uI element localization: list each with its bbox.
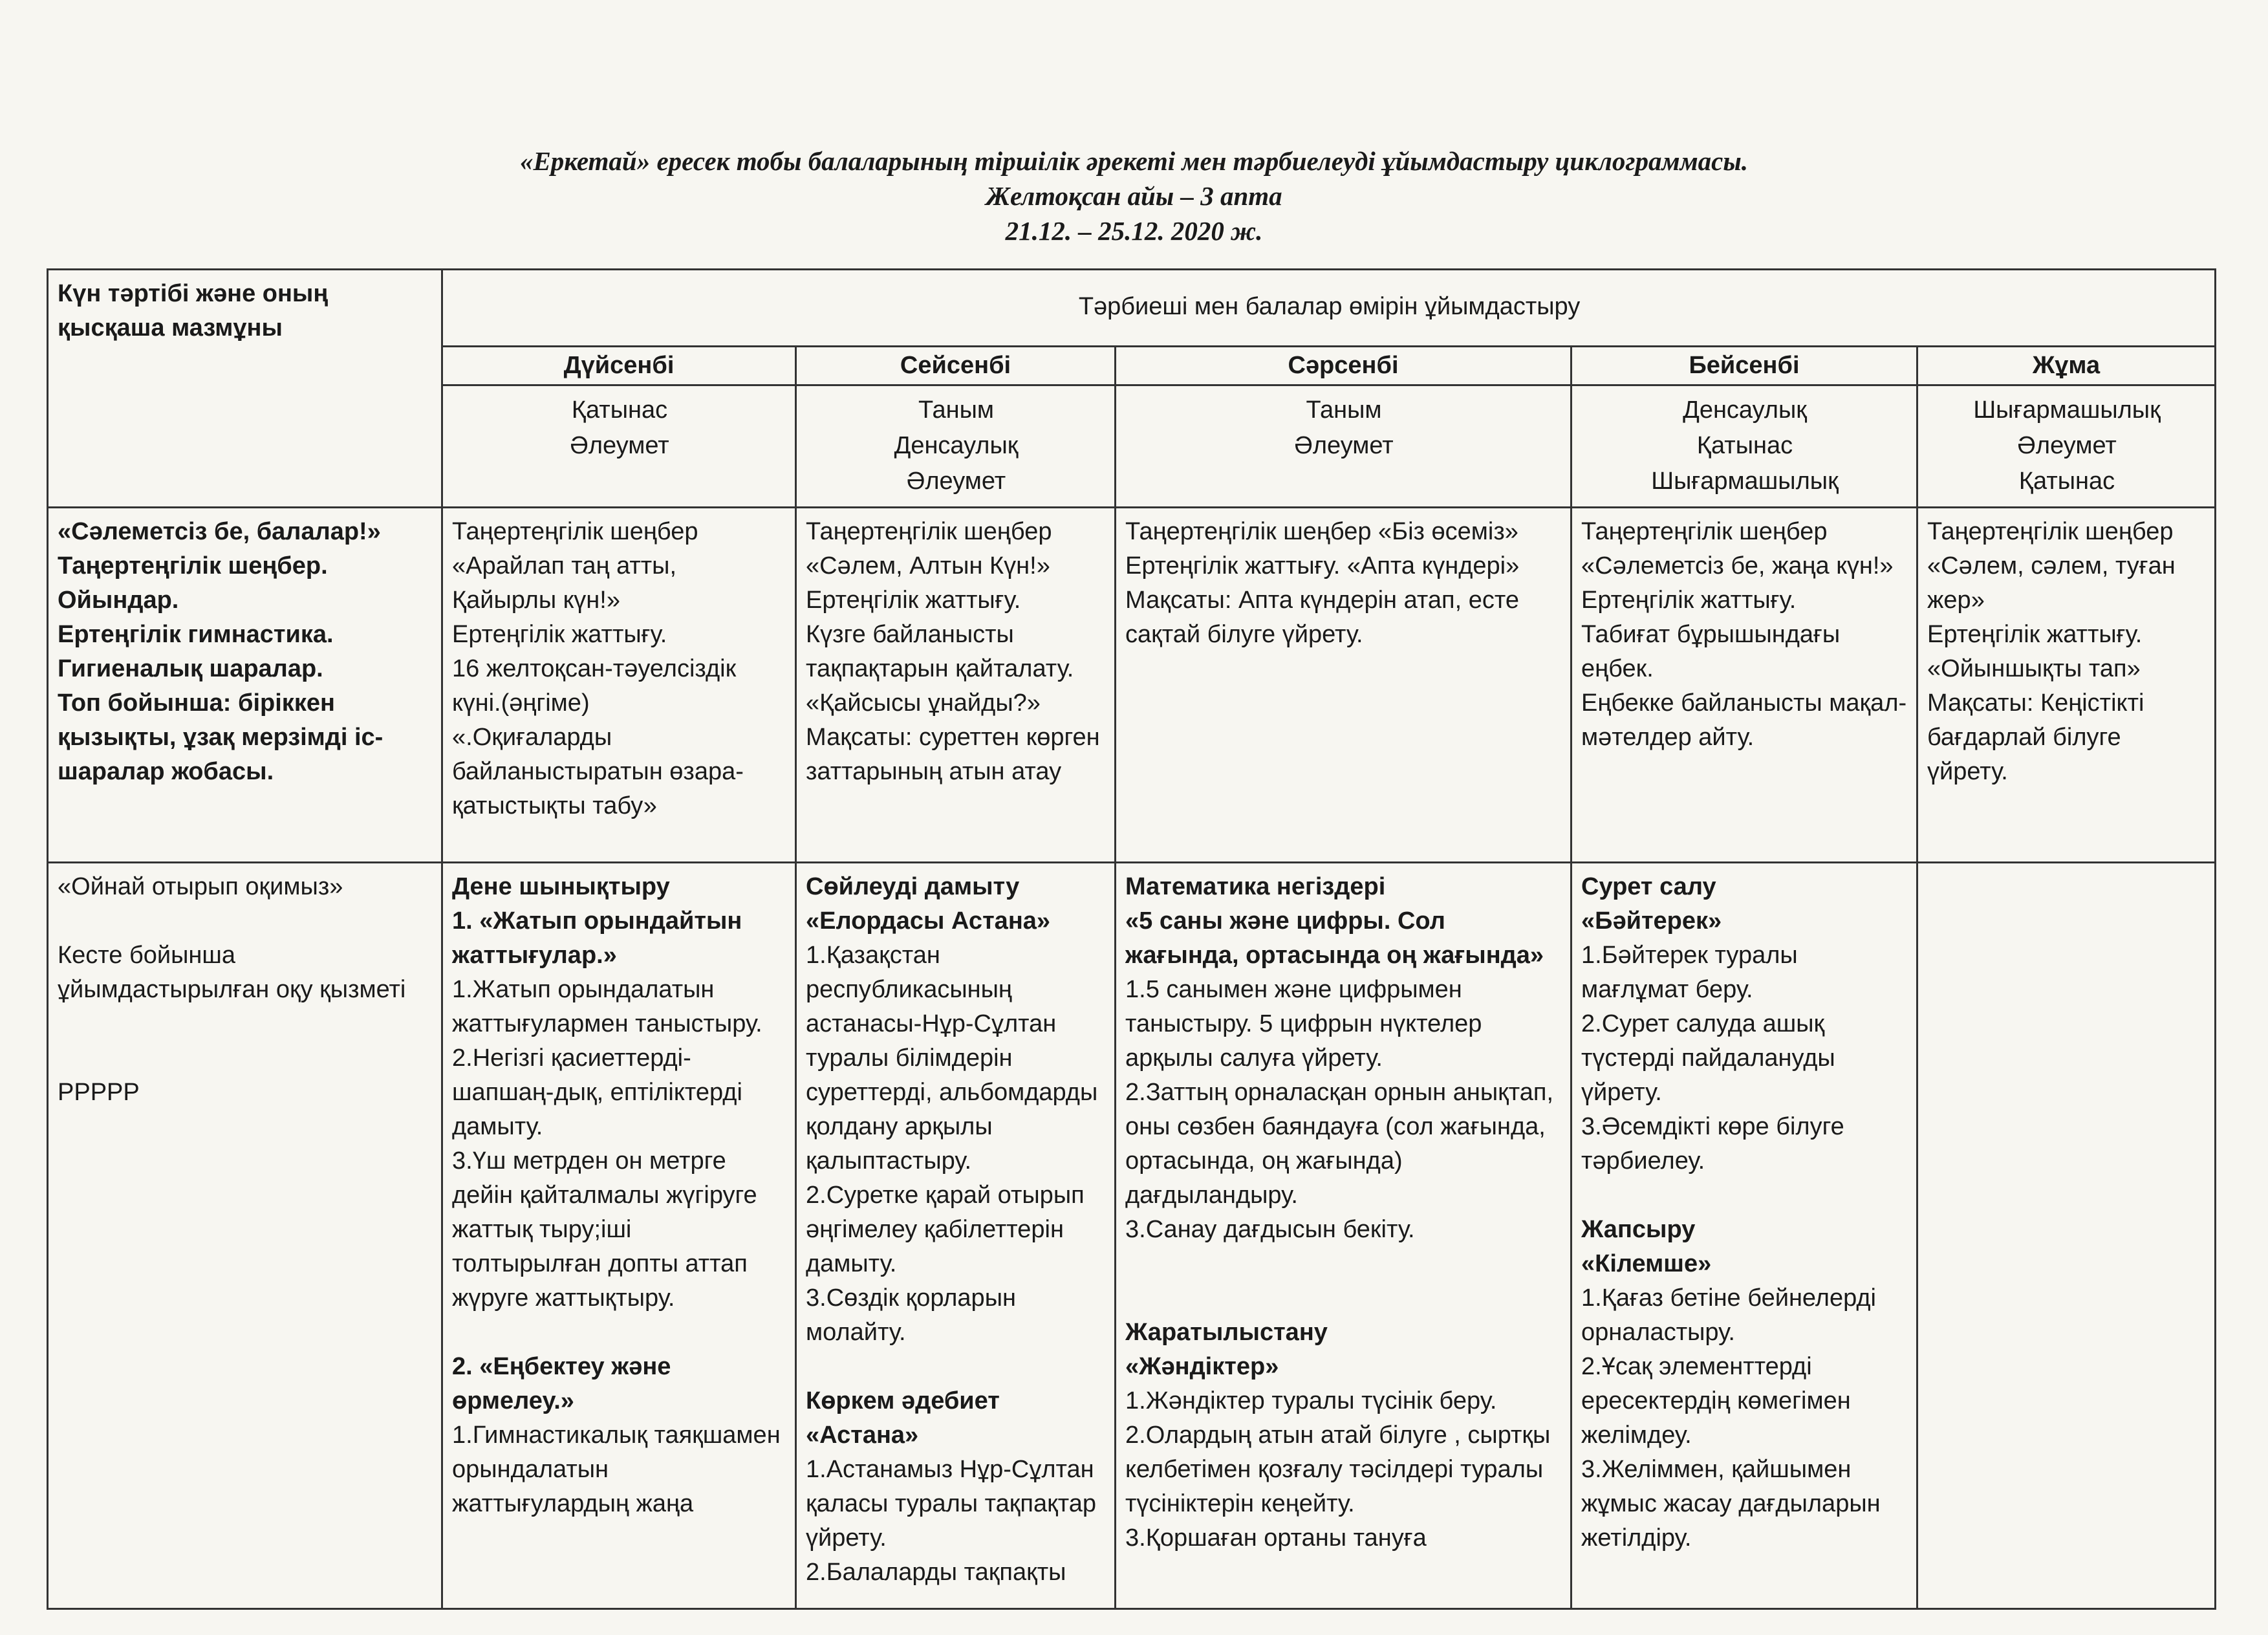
area-item: Қатынас [571,396,668,424]
day-thursday: Бейсенбі [1571,347,1917,385]
areas-thursday [1571,385,1917,508]
morning-tuesday [796,508,1116,863]
area-item: Таным [918,396,995,424]
subject-heading: Көркем әдебиет [806,1387,1000,1414]
subject-heading: Сурет салу [1581,873,1716,900]
topic-heading: 2. «Еңбектеу және өрмелеу.» [452,1353,671,1414]
text-line: 16 желтоқсан-тәуелсіздік күні.(әңгіме) [452,655,737,717]
subject-heading: Жаратылыстану [1125,1319,1328,1346]
cyclogram-table [47,268,2216,1610]
title-line-3: 21.12. – 25.12. 2020 ж. [1005,216,1263,246]
label-line: Топ бойынша: біріккен қызықты, ұзақ мерзімді іс-шаралар жобасы. [58,689,383,785]
area-item: Шығармашылық [1651,468,1839,495]
subject-heading: Дене шынықтыру [452,873,670,900]
area-item: Қатынас [2018,468,2115,495]
study-thursday [1571,863,1917,1609]
label-line: Гигиеналық шаралар. [58,655,323,682]
areas-wednesday [1116,385,1571,508]
text-line: Ертеңгілік жаттығу. «Апта күндері» [1125,552,1520,579]
text-line: 1.Гимнастикалық таяқшамен орындалатын жаттығулардың жаңа [452,1422,781,1517]
study-monday [442,863,796,1609]
area-item: Әлеумет [2017,432,2117,459]
label-line: Кесте бойынша ұйымдастырылған оқу қызметі [58,942,406,1003]
areas-friday [1917,385,2216,508]
text-line: 1.5 санымен және цифрымен таныстыру. 5 цифрын нүктелер арқылы салуға үйрету. [1125,976,1482,1072]
label-line: Ертеңгілік гимнастика. [58,621,334,648]
title-line-1: «Еркетай» ересек тобы балаларының тіршілік әрекеті мен тәрбиелеуді ұйымдастыру циклограммасы. [519,146,1749,176]
topic-heading: «Астана» [806,1422,919,1449]
text-line: «.Оқиғаларды байланыстыратын өзара-қатыстықты табу» [452,724,744,819]
text-line: 3.Үш метрден он метрге дейін қайталмалы жүгіруге жаттық тыру;іші толтырылған допты аттап жүруге жаттықтыру. [452,1147,757,1312]
text-line: 1.Астанамыз Нұр-Сұлтан қаласы туралы тақпақтар үйрету. [806,1456,1096,1552]
text-line: Таңертеңгілік шеңбер «Біз өсеміз» [1125,518,1518,545]
text-line: Күзге байланысты тақпақтарын қайталату. «Қайсысы ұнайды?» [806,621,1074,717]
text-line: 1.Бәйтерек туралы мағлұмат беру. [1581,942,1798,1003]
text-line: Таңертеңгілік шеңбер «Сәлем, Алтын Күн!» [806,518,1052,579]
text-line: 1.Жәндіктер туралы түсінік беру. [1125,1387,1497,1414]
subject-heading: Сөйлеуді дамыту [806,873,1020,900]
text-line: Мақсаты: Апта күндерін атап, есте сақтай білуге үйрету. [1125,587,1519,648]
topic-heading: «Жәндіктер» [1125,1353,1279,1380]
text-line: Таңертеңгілік шеңбер «Арайлап таң атты, Қайырлы күн!» [452,518,698,614]
topic-heading: «Кілемше» [1581,1250,1712,1277]
text-line: 1.Жатып орындалатын жаттығулармен таныстыру. [452,976,762,1037]
text-line: Таңертеңгілік шеңбер «Сәлем, сәлем, туған жер» [1927,518,2176,614]
area-item: Шығармашылық [1973,396,2161,424]
header-organization-label: Тәрбиеші мен балалар өмірін ұйымдастыру [442,270,2216,347]
text-line: Ертеңгілік жаттығу. [452,621,667,648]
topic-heading: «5 саны және цифры. Сол жағында, ортасында оң жағында» [1125,907,1544,969]
text-line: 3.Санау дағдысын бекіту. [1125,1216,1415,1243]
areas-monday [442,385,796,508]
area-item: Әлеумет [906,468,1006,495]
morning-thursday [1571,508,1917,863]
text-line: 2.Негізгі қасиеттерді-шапшаң-дық, ептіліктерді дамыту. [452,1045,742,1140]
study-friday [1917,863,2216,1609]
study-row-label [48,863,442,1609]
morning-monday [442,508,796,863]
text-line: Мақсаты: Кеңістікті бағдарлай білуге үйрету. [1927,689,2144,785]
day-friday: Жұма [1917,347,2216,385]
area-item: Денсаулық [1683,396,1807,424]
topic-heading: 1. «Жатып орындайтын жаттығулар.» [452,907,742,969]
area-item: Әлеумет [1294,432,1394,459]
text-line: 3.Қоршаған ортаны тануға [1125,1524,1427,1552]
text-line: Ертеңгілік жаттығу. [1927,621,2143,648]
area-item: Таным [1306,396,1382,424]
topic-heading: «Елордасы Астана» [806,907,1051,935]
text-line: 1.Қазақстан республикасының астанасы-Нұр-Сұлтан туралы білімдерін суреттерді, альбомдарды қолдану арқылы қалыптастыру. [806,942,1098,1175]
title-line-2: Желтоқсан айы – 3 апта [986,181,1282,211]
text-line: 3.Әсемдікті көре білуге тәрбиелеу. [1581,1113,1844,1175]
text-line: Ертеңгілік жаттығу. [806,587,1021,614]
areas-tuesday [796,385,1116,508]
text-line: 2.Суретке қарай отырып әңгімелеу қабілеттерін дамыту. [806,1182,1085,1277]
label-line: «Сәлеметсіз бе, балалар!» [58,518,381,545]
text-line: 2.Балаларды тақпақты [806,1559,1066,1586]
label-line: РРРРР [58,1079,140,1106]
header-schedule-label: Күн тәртібі және оның қысқаша мазмұны [48,270,442,508]
area-item: Әлеумет [570,432,669,459]
text-line: «Ойыншықты тап» [1927,655,2141,682]
morning-row-label [48,508,442,863]
subject-heading: Жапсыру [1581,1216,1696,1243]
text-line: 1.Қағаз бетіне бейнелерді орналастыру. [1581,1284,1876,1346]
document-title [0,144,2268,248]
area-item: Денсаулық [894,432,1019,459]
label-line: Таңертеңгілік шеңбер. [58,552,328,579]
morning-wednesday [1116,508,1571,863]
subject-heading: Математика негіздері [1125,873,1386,900]
day-monday: Дүйсенбі [442,347,796,385]
text-line: Еңбекке байланысты мақал-мәтелдер айту. [1581,689,1907,751]
text-line: 2.Ұсақ элементтерді ересектердің көмегімен желімдеу. [1581,1353,1851,1449]
text-line: 2.Сурет салуда ашық түстерді пайдалануды үйрету. [1581,1010,1835,1106]
label-line: «Ойнай отырып оқимыз» [58,873,343,900]
text-line: Ертеңгілік жаттығу. [1581,587,1797,614]
text-line: 3.Сөздік қорларын молайту. [806,1284,1016,1346]
text-line: Мақсаты: суреттен көрген заттарының атын атау [806,724,1100,785]
day-wednesday: Сәрсенбі [1116,347,1571,385]
study-tuesday [796,863,1116,1609]
text-line: Таңертеңгілік шеңбер «Сәлеметсіз бе, жаңа күн!» [1581,518,1894,579]
text-line: Табиғат бұрышындағы еңбек. [1581,621,1841,682]
label-line: Ойындар. [58,587,179,614]
text-line: 3.Желіммен, қайшымен жұмыс жасау дағдыларын жетілдіру. [1581,1456,1881,1552]
text-line: 2.Заттың орналасқан орнын анықтап, оны сөзбен баяндауға (сол жағында, ортасында, оң жағында) дағдыландыру. [1125,1079,1554,1209]
topic-heading: «Бәйтерек» [1581,907,1722,935]
morning-friday [1917,508,2216,863]
study-wednesday [1116,863,1571,1609]
day-tuesday: Сейсенбі [796,347,1116,385]
text-line: 2.Олардың атын атай білуге , сыртқы келбетімен қозғалу тәсілдері туралы түсініктерін кеңейту. [1125,1422,1551,1517]
area-item: Қатынас [1696,432,1793,459]
